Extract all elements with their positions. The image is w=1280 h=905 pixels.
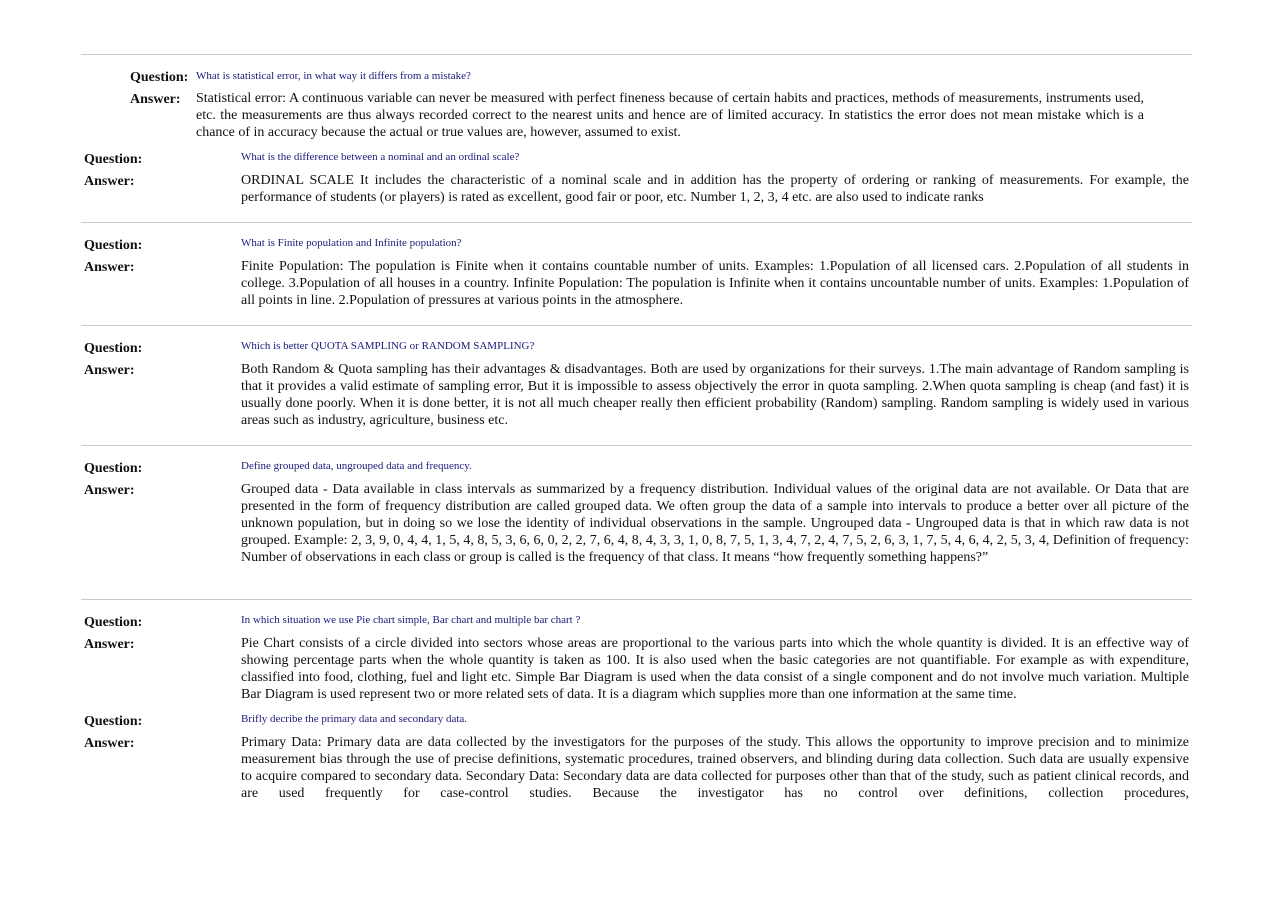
answer-text: Grouped data - Data available in class intervals as summarized by a frequency distribution. Individual values of the original data are not available. Or Data that are presented in the form of frequency distribution are called grouped data. We often group the data of a sample into intervals to produce a better over all picture of the unknown population, but in doing so we lose the identity of individual observations in the sample. Ungrouped data - Ungrouped data is that in which raw data is not grouped. Example: 2, 3, 9, 0, 4, 4, 1, 5, 4, 8, 5, 3, 6, 6, 0, 2, 2, 7, 6, 4, 8, 4, 3, 3, 1, 0, 8, 7, 5, 1, 3, 4, 7, 2, 4, 7, 5, 2, 6, 3, 1, 7, 5, 4, 6, 4, 2, 5, 3, 4, Definition of frequency: Number of observations in each class or group is called is the frequency of that class. It means “how frequently something happens?” [241,482,1189,565]
answer-label: Answer: [84,260,135,275]
question-text: What is Finite population and Infinite population? [241,237,462,249]
question-text: Which is better QUOTA SAMPLING or RANDOM SAMPLING? [241,340,535,352]
question-label: Question: [84,238,143,253]
answer-label: Answer: [84,637,135,652]
answer-text: Finite Population: The population is Finite when it contains countable number of units. Examples: 1.Population of all licensed cars. 2.Population of all students in college. 3.Population of all houses in a country. Infinite Population: The population is Infinite when it contains uncountable number of units. Examples: 1.Population of all points in line. 2.Population of pressures at various points in the atmosphere. [241,259,1189,308]
answer-text: Pie Chart consists of a circle divided into sectors whose areas are proportional to the various parts into which the whole quantity is divided. It is an effective way of showing percentage parts when the whole quantity is taken as 100. It is also used when the basic categories are not quantifiable. For example as with expenditure, classified into food, clothing, fuel and light etc. Simple Bar Diagram is used when the data consist of a single component and do not involve much variation. Multiple Bar Diagram is used represent two or more related sets of data. It is a diagram which supplies more than one information at the same time. [241,636,1189,702]
question-label: Question: [84,341,143,356]
answer-text: Statistical error: A continuous variable can never be measured with perfect fineness because of certain habits and practices, methods of measurements, instruments used, etc. the measurements are thus always recorded correct to the nearest units and hence are of limited accuracy. In statistics the error does not mean mistake which is a chance of in accuracy because the actual or true values are, however, assumed to exist. [196,91,1144,140]
answer-text: ORDINAL SCALE It includes the characteristic of a nominal scale and in addition has the property of ordering or ranking of measurements. For example, the performance of students (or players) is rated as excellent, good fair or poor, etc. Number 1, 2, 3, 4 etc. are also used to indicate ranks [241,173,1189,205]
answer-label: Answer: [84,483,135,498]
divider [81,599,1192,600]
divider [81,222,1192,223]
divider [81,54,1192,55]
answer-label: Answer: [84,363,135,378]
question-label: Question: [84,714,143,729]
divider [81,325,1192,326]
answer-label: Answer: [84,736,135,751]
question-text: Define grouped data, ungrouped data and frequency. [241,460,472,472]
divider [81,445,1192,446]
question-label: Question: [84,152,143,167]
question-text: In which situation we use Pie chart simple, Bar chart and multiple bar chart ? [241,614,581,626]
answer-label: Answer: [130,92,181,107]
question-text: What is the difference between a nominal and an ordinal scale? [241,151,520,163]
question-text: What is statistical error, in what way it differs from a mistake? [196,70,471,82]
answer-text: Both Random & Quota sampling has their advantages & disadvantages. Both are used by organizations for their surveys. 1.The main advantage of Random sampling is that it provides a valid estimate of sampling error, But it is impossible to assess objectively the error in quota sampling. 2.When quota sampling is cheap (and fast) it is usually done poorly. When it is done better, it is not all much cheaper really then efficient probability (Random) sampling. Random sampling is widely used in various areas such as industry, agriculture, business etc. [241,362,1189,428]
question-label: Question: [84,461,143,476]
answer-text: Primary Data: Primary data are data collected by the investigators for the purposes of the study. This allows the opportunity to improve precision and to minimize measurement bias through the use of precise definitions, systematic procedures, trained observers, and blinding during data collection. Such data are usually expensive to acquire compared to secondary data. Secondary Data: Secondary data are data collected for purposes other than that of the study, such as patient clinical records, and are used frequently for case-control studies. Because the investigator has no control over definitions, collection procedures, [241,735,1189,801]
question-label: Question: [130,70,189,85]
question-label: Question: [84,615,143,630]
answer-label: Answer: [84,174,135,189]
question-text: Brifly decribe the primary data and secondary data. [241,713,468,725]
